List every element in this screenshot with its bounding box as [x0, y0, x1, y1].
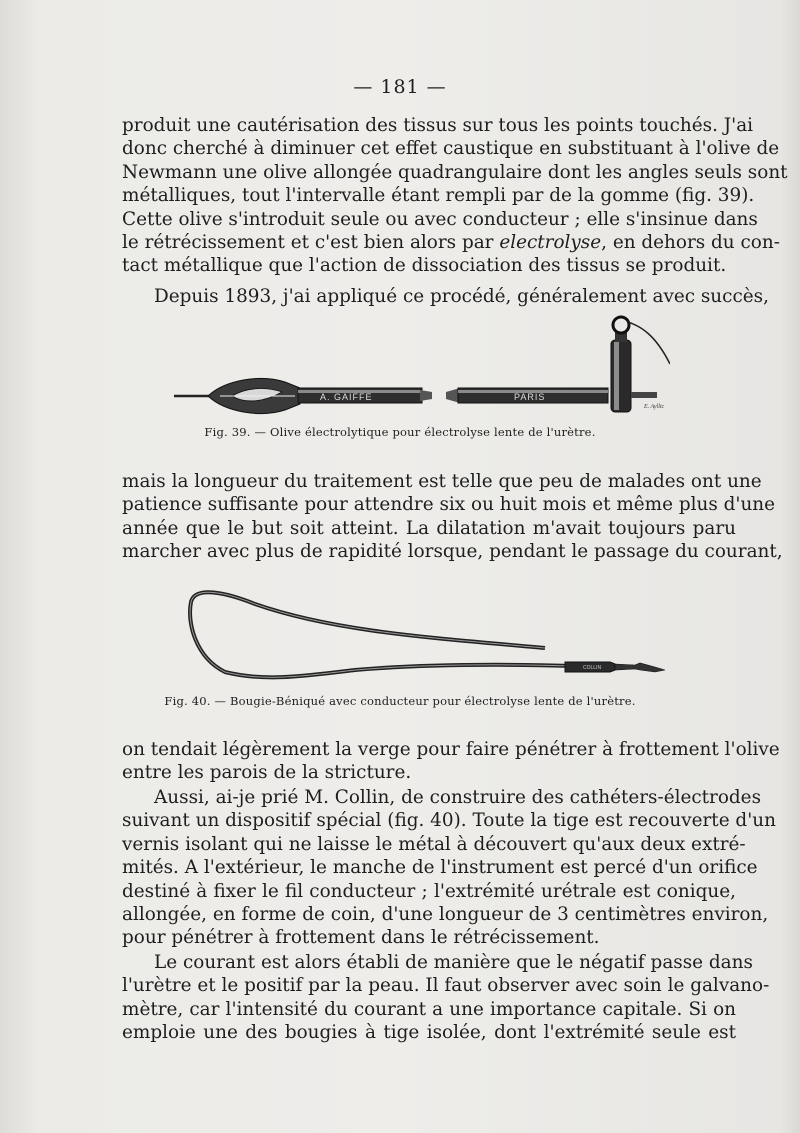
text-line-with-italic: [122, 231, 780, 254]
paragraph-6: [122, 951, 770, 1045]
paragraph-1: [122, 114, 788, 278]
engraver-signature: E. Ayllic: [644, 404, 665, 410]
figure-40-caption: Fig. 40. — Bougie-Béniqué avec conducteur pour électrolyse lente de l'urètre.: [164, 694, 636, 708]
text-line: on tendait légèrement la verge pour faire pénétrer à frottement l'olive: [122, 739, 780, 760]
paragraph-3: [122, 470, 783, 564]
text-line: pour pénétrer à frottement dans le rétrécissement.: [122, 927, 600, 949]
text-line: l'urètre et le positif par la peau. Il faut observer avec soin le galvano-: [122, 975, 770, 997]
italic-term: electrolyse: [499, 232, 602, 254]
text-run: , en dehors du con-: [601, 232, 780, 254]
page-number: — 181 —: [353, 76, 447, 98]
text-line: année que le but soit atteint. La dilatation m'avait toujours paru: [122, 517, 736, 539]
handle-pin: [631, 392, 657, 398]
catheter-tip: [615, 663, 665, 672]
text-line: emploie une des bougies à tige isolée, dont l'extrémité seule est: [122, 1022, 736, 1044]
text-run: le rétrécissement et c'est bien alors par: [122, 232, 500, 254]
paragraph-5: [122, 786, 776, 950]
text-line: Aussi, ai-je prié M. Collin, de construire des cathéters-électrodes: [154, 787, 762, 808]
text-line: Le courant est alors établi de manière que le négatif passe dans: [154, 952, 753, 973]
text-line: mais la longueur du traitement est telle que peu de malades ont une: [122, 471, 762, 492]
text-line: mètre, car l'intensité du courant a une importance capitale. Si on: [122, 998, 736, 1020]
figure-39-caption: Fig. 39. — Olive électrolytique pour électrolyse lente de l'urètre.: [204, 425, 596, 439]
paragraph-2: [122, 285, 769, 308]
maker-label-left: A. GAIFFE: [320, 392, 373, 402]
text-line: Depuis 1893, j'ai appliqué ce procédé, généralement avec succès,: [154, 286, 769, 307]
figure-40-bougie-benique: [185, 572, 675, 687]
text-line: marcher avec plus de rapidité lorsque, pendant le passage du courant,: [122, 541, 783, 563]
text-line: tact métallique que l'action de dissociation des tissus se produit.: [122, 255, 727, 277]
conductor-wire: [628, 322, 670, 364]
text-line: Cette olive s'introduit seule ou avec conducteur ; elle s'insinue dans: [122, 208, 758, 230]
binding-ring: [613, 317, 629, 333]
text-line: destiné à fixer le fil conducteur ; l'extrémité urétrale est conique,: [122, 880, 736, 902]
text-line: allongée, en forme de coin, d'une longueur de 3 centimètres environ,: [122, 904, 769, 926]
text-line: Newmann une olive allongée quadrangulaire dont les angles seuls sont: [122, 161, 788, 183]
text-line: suivant un dispositif spécial (fig. 40). Toute la tige est recouverte d'un: [122, 810, 776, 832]
maker-label: COLLIN: [583, 665, 602, 671]
shaft-left-end: [420, 390, 432, 401]
figure-39-olive-electrode: [170, 312, 670, 422]
maker-label-right: PARIS: [514, 392, 546, 402]
text-line: patience suffisante pour attendre six ou huit mois et même plus d'une: [122, 494, 776, 516]
catheter-highlight: [190, 592, 575, 677]
text-line: donc cherché à diminuer cet effet caustique en substituant à l'olive de: [122, 138, 780, 160]
text-line: entre les parois de la stricture.: [122, 762, 412, 784]
text-line: mités. A l'extérieur, le manche de l'instrument est percé d'un orifice: [122, 857, 758, 879]
handle-highlight: [614, 342, 619, 410]
paragraph-4: [122, 738, 780, 785]
text-line: vernis isolant qui ne laisse le métal à découvert qu'aux deux extré-: [122, 833, 746, 855]
text-line: produit une cautérisation des tissus sur tous les points touchés. J'ai: [122, 115, 754, 136]
text-line: métalliques, tout l'intervalle étant rempli par de la gomme (fig. 39).: [122, 185, 755, 207]
